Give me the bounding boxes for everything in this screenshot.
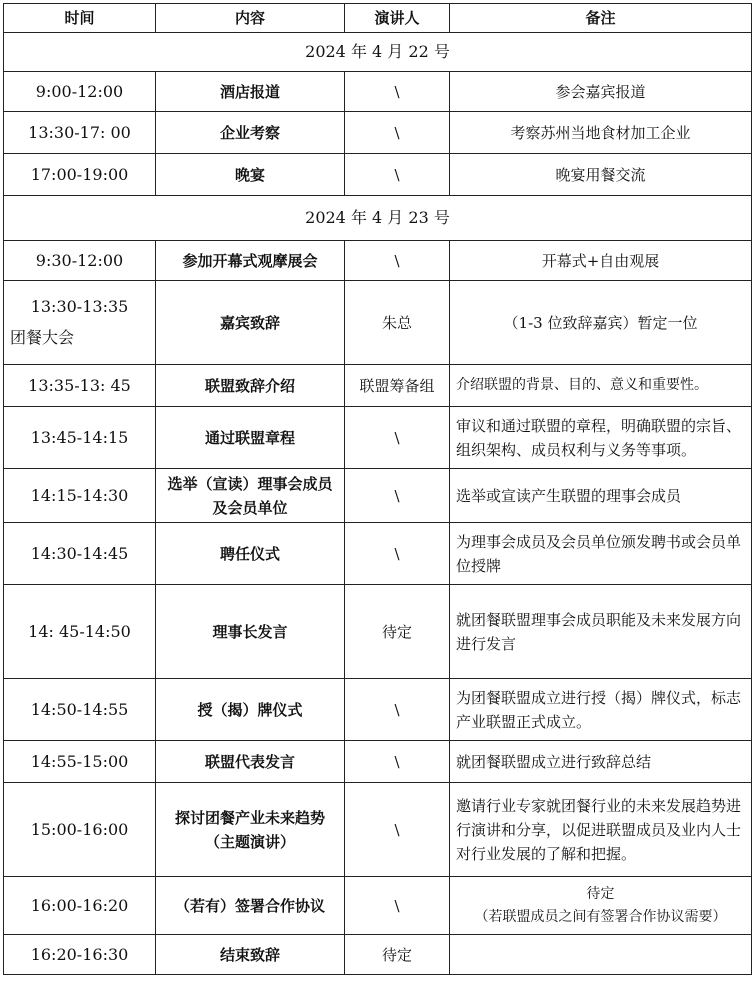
speaker-cell: \	[345, 679, 450, 741]
header-speaker: 演讲人	[345, 4, 450, 33]
table-row	[4, 112, 752, 154]
table-row	[4, 72, 752, 112]
notes-cell: 审议和通过联盟的章程，明确联盟的宗旨、组织架构、成员权利与义务等事项。	[450, 407, 752, 469]
notes-cell: 开幕式+自由观展	[450, 241, 752, 281]
notes-cell	[450, 585, 752, 679]
content-cell: 结束致辞	[156, 935, 345, 975]
notes-cell: 为理事会成员及会员单位颁发聘书或会员单位授牌	[450, 523, 752, 585]
speaker-cell: \	[345, 523, 450, 585]
notes-cell: 晚宴用餐交流	[450, 154, 752, 196]
speaker-cell: 朱总	[345, 281, 450, 365]
notes-cell	[450, 935, 752, 975]
time-cell: 13:35-13: 45	[4, 365, 156, 407]
time-cell: 16:00-16:20	[4, 877, 156, 935]
table-row	[4, 523, 752, 585]
time-cell: 9:00-12:00	[4, 72, 156, 112]
content-cell: 联盟代表发言	[156, 741, 345, 783]
speaker-cell: \	[345, 877, 450, 935]
table-row	[4, 154, 752, 196]
content-cell	[156, 783, 345, 877]
agenda-table	[3, 3, 752, 975]
notes-cell: 考察苏州当地食材加工企业	[450, 112, 752, 154]
time-cell: 17:00-19:00	[4, 154, 156, 196]
notes-cell: 参会嘉宾报道	[450, 72, 752, 112]
time-cell: 14:30-14:45	[4, 523, 156, 585]
content-cell: 理事长发言	[156, 585, 345, 679]
content-cell: 嘉宾致辞	[156, 281, 345, 365]
time-cell: 13:45-14:15	[4, 407, 156, 469]
notes-text: 待定	[586, 886, 615, 903]
content-cell: 企业考察	[156, 112, 345, 154]
time-text: 13:30-13:35	[30, 297, 129, 317]
date-cell: 2024 年 4 月 23 号	[4, 196, 752, 241]
notes-cell: 就团餐联盟成立进行致辞总结	[450, 741, 752, 783]
notes-cell: 为团餐联盟成立进行授（揭）牌仪式，标志产业联盟正式成立。	[450, 679, 752, 741]
speaker-cell: \	[345, 112, 450, 154]
speaker-cell: \	[345, 241, 450, 281]
header-row	[4, 4, 752, 33]
notes-cell: 介绍联盟的背景、目的、意义和重要性。	[450, 365, 752, 407]
session-label: 团餐大会	[10, 327, 75, 347]
content-cell: 酒店报道	[156, 72, 345, 112]
table-row	[4, 877, 752, 935]
time-cell	[4, 281, 156, 365]
table-row	[4, 469, 752, 523]
table-row	[4, 407, 752, 469]
content-cell: 联盟致辞介绍	[156, 365, 345, 407]
content-cell: 选举（宣读）理事会成员及会员单位	[156, 469, 345, 523]
table-row	[4, 935, 752, 975]
time-cell: 16:20-16:30	[4, 935, 156, 975]
table-row	[4, 585, 752, 679]
table-row	[4, 281, 752, 365]
content-subtitle: （主题演讲）	[204, 832, 295, 851]
table-row	[4, 365, 752, 407]
time-cell: 13:30-17: 00	[4, 112, 156, 154]
notes-text: 就团餐联盟理事会成员职能及未来发展方向	[456, 610, 742, 629]
speaker-cell: \	[345, 469, 450, 523]
date-row	[4, 196, 752, 241]
speaker-cell: \	[345, 72, 450, 112]
content-cell: 参加开幕式观摩展会	[156, 241, 345, 281]
notes-text: （若联盟成员之间有签署合作协议需要）	[474, 908, 727, 925]
date-cell: 2024 年 4 月 22 号	[4, 33, 752, 72]
speaker-cell: 待定	[345, 585, 450, 679]
time-cell: 14: 45-14:50	[4, 585, 156, 679]
table-row	[4, 783, 752, 877]
content-cell: 授（揭）牌仪式	[156, 679, 345, 741]
notes-cell: 选举或宣读产生联盟的理事会成员	[450, 469, 752, 523]
speaker-cell: \	[345, 741, 450, 783]
time-cell: 14:50-14:55	[4, 679, 156, 741]
speaker-cell: \	[345, 154, 450, 196]
speaker-cell: 待定	[345, 935, 450, 975]
header-notes: 备注	[450, 4, 752, 33]
notes-cell: 邀请行业专家就团餐行业的未来发展趋势进行演讲和分享，以促进联盟成员及业内人士对行业发展的了解和把握。	[450, 783, 752, 877]
notes-text: 进行发言	[456, 634, 517, 653]
date-row	[4, 33, 752, 72]
time-cell: 14:55-15:00	[4, 741, 156, 783]
content-cell: 聘任仪式	[156, 523, 345, 585]
table-row	[4, 241, 752, 281]
header-content: 内容	[156, 4, 345, 33]
notes-cell	[450, 877, 752, 935]
speaker-cell: 联盟筹备组	[345, 365, 450, 407]
time-cell: 15:00-16:00	[4, 783, 156, 877]
content-cell: 晚宴	[156, 154, 345, 196]
speaker-cell: \	[345, 407, 450, 469]
content-cell: （若有）签署合作协议	[156, 877, 345, 935]
content-text: 探讨团餐产业未来趋势	[174, 808, 325, 827]
speaker-cell: \	[345, 783, 450, 877]
content-cell: 通过联盟章程	[156, 407, 345, 469]
table-row	[4, 741, 752, 783]
notes-cell: （1-3 位致辞嘉宾）暂定一位	[450, 281, 752, 365]
time-cell: 14:15-14:30	[4, 469, 156, 523]
header-time: 时间	[4, 4, 156, 33]
table-row	[4, 679, 752, 741]
time-cell: 9:30-12:00	[4, 241, 156, 281]
